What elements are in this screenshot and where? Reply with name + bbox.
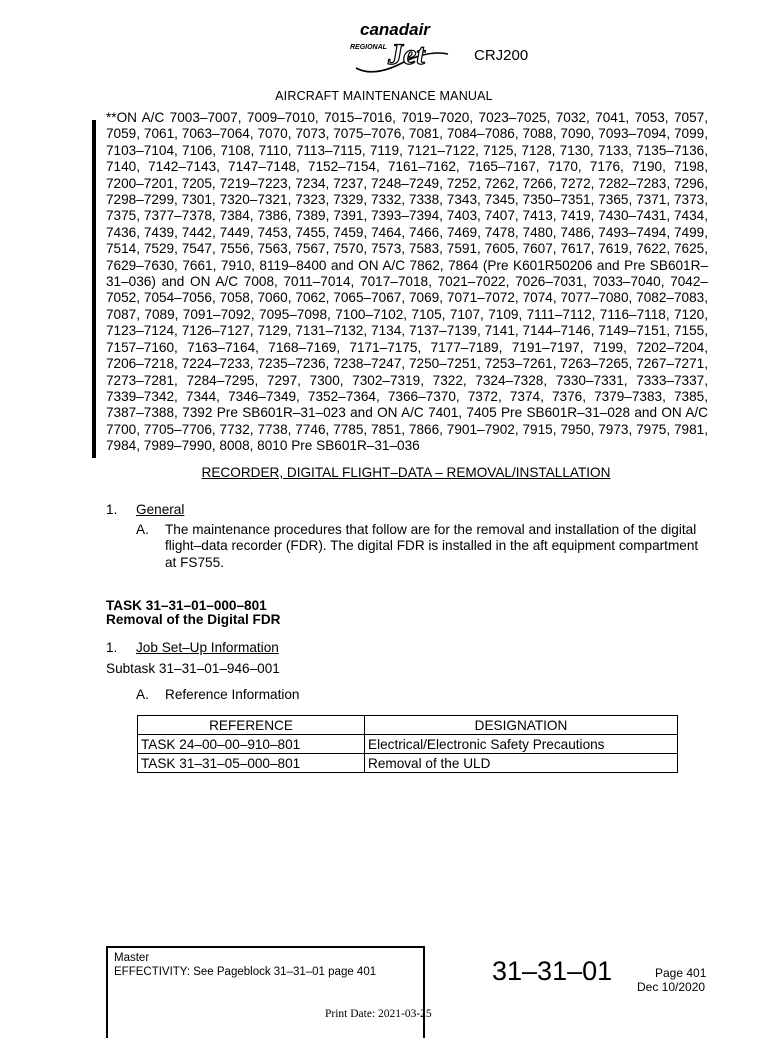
reference-table [137,715,678,773]
footer-effectivity-box [106,946,425,1038]
reference-info-text: Reference Information [165,687,300,702]
footer-master: Master [114,952,150,964]
logo-regional: REGIONAL [350,44,387,51]
general-number: 1. [106,502,118,517]
print-date: Print Date: 2021-03-25 [325,1008,432,1020]
job-setup-title: Job Set–Up Information [136,640,279,655]
task-title: Removal of the Digital FDR [106,612,281,627]
general-item-a-text: The maintenance procedures that follow are for the removal and installation of the digital flight–data recorder (FDR). The digital FDR is installed in the aft equipment compartment at FS755. [165,522,699,570]
task-id: TASK 31–31–01–000–801 [106,598,267,613]
manual-title: AIRCRAFT MAINTENANCE MANUAL [275,89,493,103]
footer-effectivity: EFFECTIVITY: See Pageblock 31–31–01 page 401 [114,966,377,978]
effectivity-note: **ON A/C 7003–7007, 7009–7010, 7015–7016, 7019–7020, 7023–7025, 7032, 7041, 7053, 7057, 7059, 7061, 7063–7064, 7070, 7073, 7075–7076, 7081, 7084–7086, 7088, 7090, 7093–7094, 7099, 7103–7104, 7106, 7108, 7110, 7113–7115, 7119, 7121–7122, 7125, 7128, 7130, 7133, 7135–7136, 7140, 7142–7143, 7147–7148, 7152–7154, 7161–7162, 7165–7167, 7170, 7176, 7190, 7198, 7200–7201, 7205, 7219–7223, 7234, 7237, 7248–7249, 7252, 7262, 7266, 7272, 7282–7283, 7296, 7298–7299, 7301, 7320–7321, 7323, 7329, 7332, 7338, 7343, 7345, 7350–7351, 7365, 7371, 7373, 7375, 7377–7378, 7384, 7386, 7389, 7391, 7393–7394, 7403, 7407, 7413, 7419, 7430–7431, 7434, 7436, 7439, 7442, 7449, 7453, 7455, 7459, 7464, 7466, 7469, 7478, 7480, 7486, 7493–7494, 7499, 7514, 7529, 7547, 7556, 7563, 7567, 7570, 7573, 7583, 7591, 7605, 7607, 7617, 7619, 7622, 7625, 7629–7630, 7661, 7910, 8119–8400 and ON A/C 7862, 7864 (Pre K601R50206 and Pre SB601R–31–036) and ON A/C 7008, 7011–7014, 7017–7018, 7021–7022, 7026–7031, 7033–7040, 7042–7052, 7054–7056, 7058, 7060, 7062, 7065–7067, 7069, 7071–7072, 7074, 7077–7080, 7082–7083, 7087, 7089, 7091–7092, 7095–7098, 7100–7102, 7105, 7107, 7109, 7111–7112, 7116–7118, 7120, 7123–7124, 7126–7127, 7129, 7131–7132, 7134, 7137–7139, 7141, 7144–7146, 7149–7151, 7155, 7157–7160, 7163–7164, 7168–7169, 7171–7175, 7177–7189, 7191–7197, 7199, 7202–7204, 7206–7218, 7224–7233, 7235–7236, 7238–7247, 7250–7251, 7253–7261, 7263–7265, 7267–7271, 7273–7281, 7284–7295, 7297, 7300, 7302–7319, 7322, 7324–7328, 7330–7331, 7333–7337, 7339–7342, 7344, 7346–7349, 7352–7364, 7366–7370, 7372, 7374, 7376, 7379–7383, 7385, 7387–7388, 7392 Pre SB601R–31–023 and ON A/C 7401, 7405 Pre SB601R–31–028 and ON A/C 7700, 7705–7706, 7732, 7738, 7746, 7785, 7851, 7866, 7901–7902, 7915, 7950, 7973, 7975, 7981, 7984, 7989–7990, 8008, 8010 Pre SB601R–31–036 [106,110,708,454]
logo-jet: Jet [388,38,425,71]
aircraft-model: CRJ200 [474,47,529,64]
general-item-a-label: A. [136,522,149,537]
job-setup-number: 1. [106,640,118,655]
table-header-reference: REFERENCE [138,716,365,735]
table-cell-reference: TASK 31–31–05–000–801 [138,754,365,773]
subtask-id: Subtask 31–31–01–946–001 [106,661,280,676]
table-header-row [138,716,678,735]
reference-info-label: A. [136,687,149,702]
chapter-number: 31–31–01 [492,956,613,986]
canadair-regional-jet-logo [344,18,466,76]
revision-change-bar [92,120,96,458]
table-cell-designation: Electrical/Electronic Safety Precautions [365,735,678,754]
page-number: Page 401 [655,966,707,980]
logo-wordmark: canadair [360,20,430,39]
table-row [138,735,678,754]
table-row [138,754,678,773]
section-heading: RECORDER, DIGITAL FLIGHT–DATA – REMOVAL/INSTALLATION [201,465,611,480]
table-cell-designation: Removal of the ULD [365,754,678,773]
general-title: General [136,502,185,517]
table-header-designation: DESIGNATION [365,716,678,735]
revision-date: Dec 10/2020 [637,980,706,994]
table-cell-reference: TASK 24–00–00–910–801 [138,735,365,754]
